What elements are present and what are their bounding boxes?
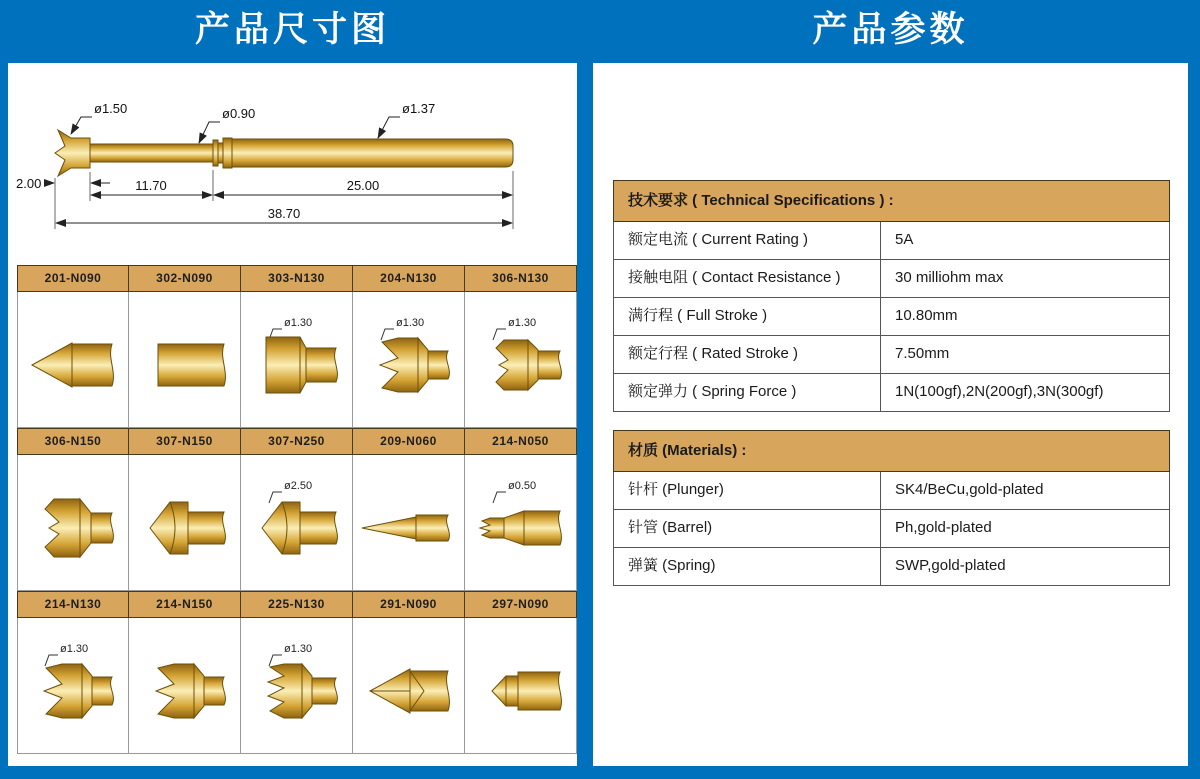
table-title: 技术要求 ( Technical Specifications ) :: [613, 180, 1170, 222]
row-value: 5A: [895, 231, 914, 248]
row-value: 10.80mm: [895, 307, 958, 324]
parameters-panel: [593, 63, 1188, 766]
probe-tip-cell: [241, 292, 353, 428]
probe-model-header: 214-N130: [17, 591, 129, 618]
probe-tip-cell: [241, 455, 353, 591]
row-label: 针管 (Barrel): [614, 510, 881, 547]
probe-plunger-shaft: [90, 144, 213, 162]
row-label: 额定电流 ( Current Rating ): [614, 222, 881, 259]
step-tip-icon: [242, 310, 352, 410]
table-row: [613, 222, 1170, 260]
row-value: 7.50mm: [895, 345, 950, 362]
probe-model-header: 204-N130: [353, 265, 465, 292]
probe-tip-cell: [17, 292, 129, 428]
small-crown-tip-icon: [466, 473, 576, 573]
probe-model-header: 307-N250: [241, 428, 353, 455]
row-label: 针杆 (Plunger): [614, 472, 881, 509]
probe-tip-cell: [129, 292, 241, 428]
row-label: 额定弹力 ( Spring Force ): [614, 374, 881, 411]
probe-barrel: [232, 139, 513, 167]
crown-tip-icon: [466, 310, 576, 410]
row-value: 30 milliohm max: [895, 269, 1004, 286]
probe-tip-cell: [465, 618, 577, 754]
probe-crown-tip: [55, 130, 90, 176]
materials-table: [613, 430, 1170, 586]
tip-diameter-label: ø0.50: [507, 479, 536, 492]
probe-model-header: 297-N090: [465, 591, 577, 618]
probe-crimp-rings: [213, 138, 232, 168]
plunger-length-label: 11.70: [135, 178, 167, 193]
flat-tip-icon: [130, 310, 240, 410]
tip-diameter-label: ø1.30: [507, 316, 536, 329]
probe-model-header: 303-N130: [241, 265, 353, 292]
row-label: 接触电阻 ( Contact Resistance ): [614, 260, 881, 297]
table-row: [613, 472, 1170, 510]
table-row: [613, 374, 1170, 412]
probe-model-header: 306-N150: [17, 428, 129, 455]
row-value: SK4/BeCu,gold-plated: [895, 481, 1044, 498]
left-panel-title: 产品尺寸图: [194, 10, 390, 49]
row-label: 额定行程 ( Rated Stroke ): [614, 336, 881, 373]
probe-tip-cell: [241, 618, 353, 754]
tip-diameter-label: ø1.30: [283, 642, 312, 655]
cone-blunt-tip-icon: [242, 473, 352, 573]
row-value: 1N(100gf),2N(200gf),3N(300gf): [895, 383, 1104, 400]
needle-tip-icon: [354, 473, 464, 573]
probe-tip-cell: [129, 618, 241, 754]
probe-tip-cell: [353, 455, 465, 591]
row-value: Ph,gold-plated: [895, 519, 992, 536]
tip-diameter-label: ø2.50: [283, 479, 312, 492]
table-row: [613, 336, 1170, 374]
row-label: 满行程 ( Full Stroke ): [614, 298, 881, 335]
probe-tip-grid: [17, 265, 577, 754]
probe-tip-cell: [353, 292, 465, 428]
chamfer-tip-icon: [466, 636, 576, 736]
tip-diameter-label: ø1.30: [283, 316, 312, 329]
tip-diameter-label: ø1.50: [94, 101, 128, 116]
barrel-length-label: 25.00: [346, 178, 380, 193]
barrel-diameter-label: ø1.37: [402, 101, 436, 116]
probe-model-header: 209-N060: [353, 428, 465, 455]
tip-diameter-label: ø1.30: [60, 642, 89, 655]
serrated-tip-icon: [242, 636, 352, 736]
crown-big-tip-icon: [18, 473, 128, 573]
right-panel-title: 产品参数: [812, 10, 969, 49]
technical-specifications-table: [613, 180, 1170, 412]
table-row: [613, 548, 1170, 586]
spear-tip-icon: [354, 636, 464, 736]
probe-model-header: 225-N130: [241, 591, 353, 618]
probe-model-header: 214-N150: [129, 591, 241, 618]
probe-tip-cell: [353, 618, 465, 754]
cone-tip-icon: [18, 310, 128, 410]
table-row: [613, 298, 1170, 336]
probe-tip-cell: [129, 455, 241, 591]
crown4-tip-icon: [18, 636, 128, 736]
probe-model-header: 306-N130: [465, 265, 577, 292]
probe-tip-cell: [465, 292, 577, 428]
tip-diameter-label: ø1.30: [395, 316, 424, 329]
probe-model-header: 214-N050: [465, 428, 577, 455]
plunger-diameter-label: ø0.90: [222, 106, 256, 121]
probe-tip-cell: [465, 455, 577, 591]
row-label: 弹簧 (Spring): [614, 548, 881, 585]
probe-tip-cell: [17, 455, 129, 591]
crown4-tip-icon: [354, 310, 464, 410]
table-row: [613, 510, 1170, 548]
probe-model-header: 201-N090: [17, 265, 129, 292]
tip-length-label: 2.00: [16, 176, 42, 191]
table-title: 材质 (Materials) :: [613, 430, 1170, 472]
probe-model-header: 302-N090: [129, 265, 241, 292]
table-row: [613, 260, 1170, 298]
row-value: SWP,gold-plated: [895, 557, 1006, 574]
probe-model-header: 291-N090: [353, 591, 465, 618]
dimension-panel: [8, 63, 577, 766]
cone-blunt-tip-icon: [130, 473, 240, 573]
probe-model-header: 307-N150: [129, 428, 241, 455]
crown4-tip-icon: [130, 636, 240, 736]
total-length-label: 38.70: [267, 206, 301, 221]
probe-tip-cell: [17, 618, 129, 754]
